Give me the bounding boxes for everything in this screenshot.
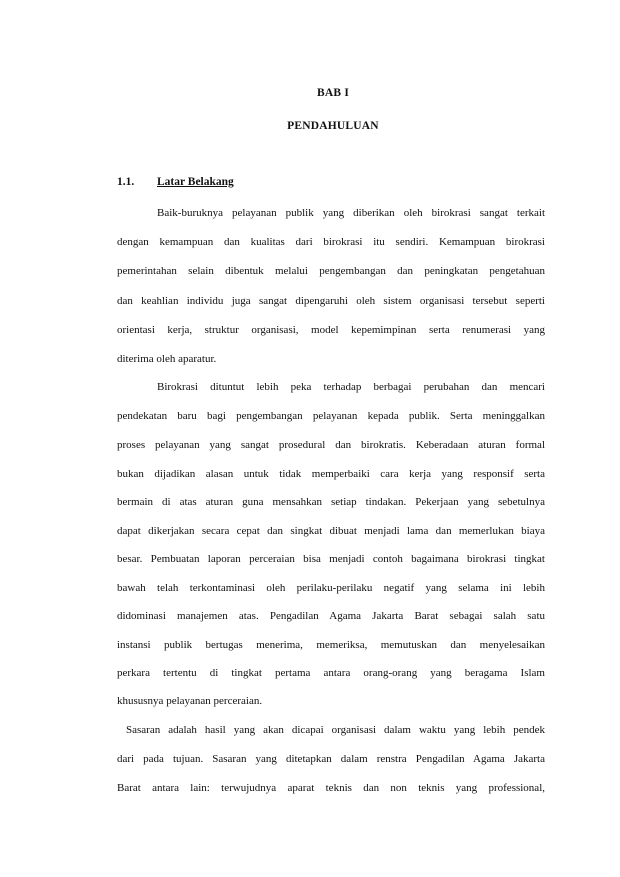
section-title: Latar Belakang — [157, 176, 234, 188]
chapter-title: PENDAHULUAN — [287, 120, 379, 132]
paragraph-line: bawah telah terkontaminasi oleh perilaku-perilaku negatif yang selama ini lebih — [117, 582, 545, 594]
paragraph-line: Barat antara lain: terwujudnya aparat teknis dan non teknis yang professional, — [117, 782, 545, 794]
paragraph-line: perkara tertentu di tingkat pertama antara orang-orang yang beragama Islam — [117, 667, 545, 679]
paragraph-line: Birokrasi dituntut lebih peka terhadap berbagai perubahan dan mencari — [157, 381, 545, 393]
paragraph-line: didominasi manajemen atas. Pengadilan Agama Jakarta Barat sebagai salah satu — [117, 610, 545, 622]
paragraph-line: pemerintahan selain dibentuk melalui pengembangan dan peningkatan pengetahuan — [117, 265, 545, 277]
paragraph-line: pendekatan baru bagi pengembangan pelayanan kepada publik. Serta meninggalkan — [117, 410, 545, 422]
paragraph-line: besar. Pembuatan laporan perceraian bisa menjadi contoh bagaimana birokrasi tingkat — [117, 553, 545, 565]
paragraph-line: dari pada tujuan. Sasaran yang ditetapkan dalam renstra Pengadilan Agama Jakarta — [117, 753, 545, 765]
section-heading — [117, 176, 234, 188]
paragraph-line: dapat dikerjakan secara cepat dan singkat dibuat menjadi lama dan memerlukan biaya — [117, 525, 545, 537]
chapter-label: BAB I — [317, 87, 349, 99]
paragraph-line: Sasaran adalah hasil yang akan dicapai organisasi dalam waktu yang lebih pendek — [126, 724, 545, 736]
paragraph-line: diterima oleh aparatur. — [117, 353, 217, 365]
paragraph-line: bermain di atas aturan guna mensahkan setiap tindakan. Pekerjaan yang sebetulnya — [117, 496, 545, 508]
paragraph-line: bukan dijadikan alasan untuk tidak memperbaiki cara kerja yang responsif serta — [117, 468, 545, 480]
paragraph-line: Baik-buruknya pelayanan publik yang diberikan oleh birokrasi sangat terkait — [157, 207, 545, 219]
paragraph-line: khususnya pelayanan perceraian. — [117, 695, 263, 707]
section-number: 1.1. — [117, 176, 135, 188]
paragraph-line: orientasi kerja, struktur organisasi, model kepemimpinan serta renumerasi yang — [117, 324, 545, 336]
paragraph-line: dengan kemampuan dan kualitas dari birokrasi itu sendiri. Kemampuan birokrasi — [117, 236, 545, 248]
paragraph-line: dan keahlian individu juga sangat dipengaruhi oleh sistem organisasi tersebut seperti — [117, 295, 545, 307]
paragraph-line: proses pelayanan yang sangat prosedural dan birokratis. Keberadaan aturan formal — [117, 439, 545, 451]
paragraph-line: instansi publik bertugas menerima, memeriksa, memutuskan dan menyelesaikan — [117, 639, 545, 651]
